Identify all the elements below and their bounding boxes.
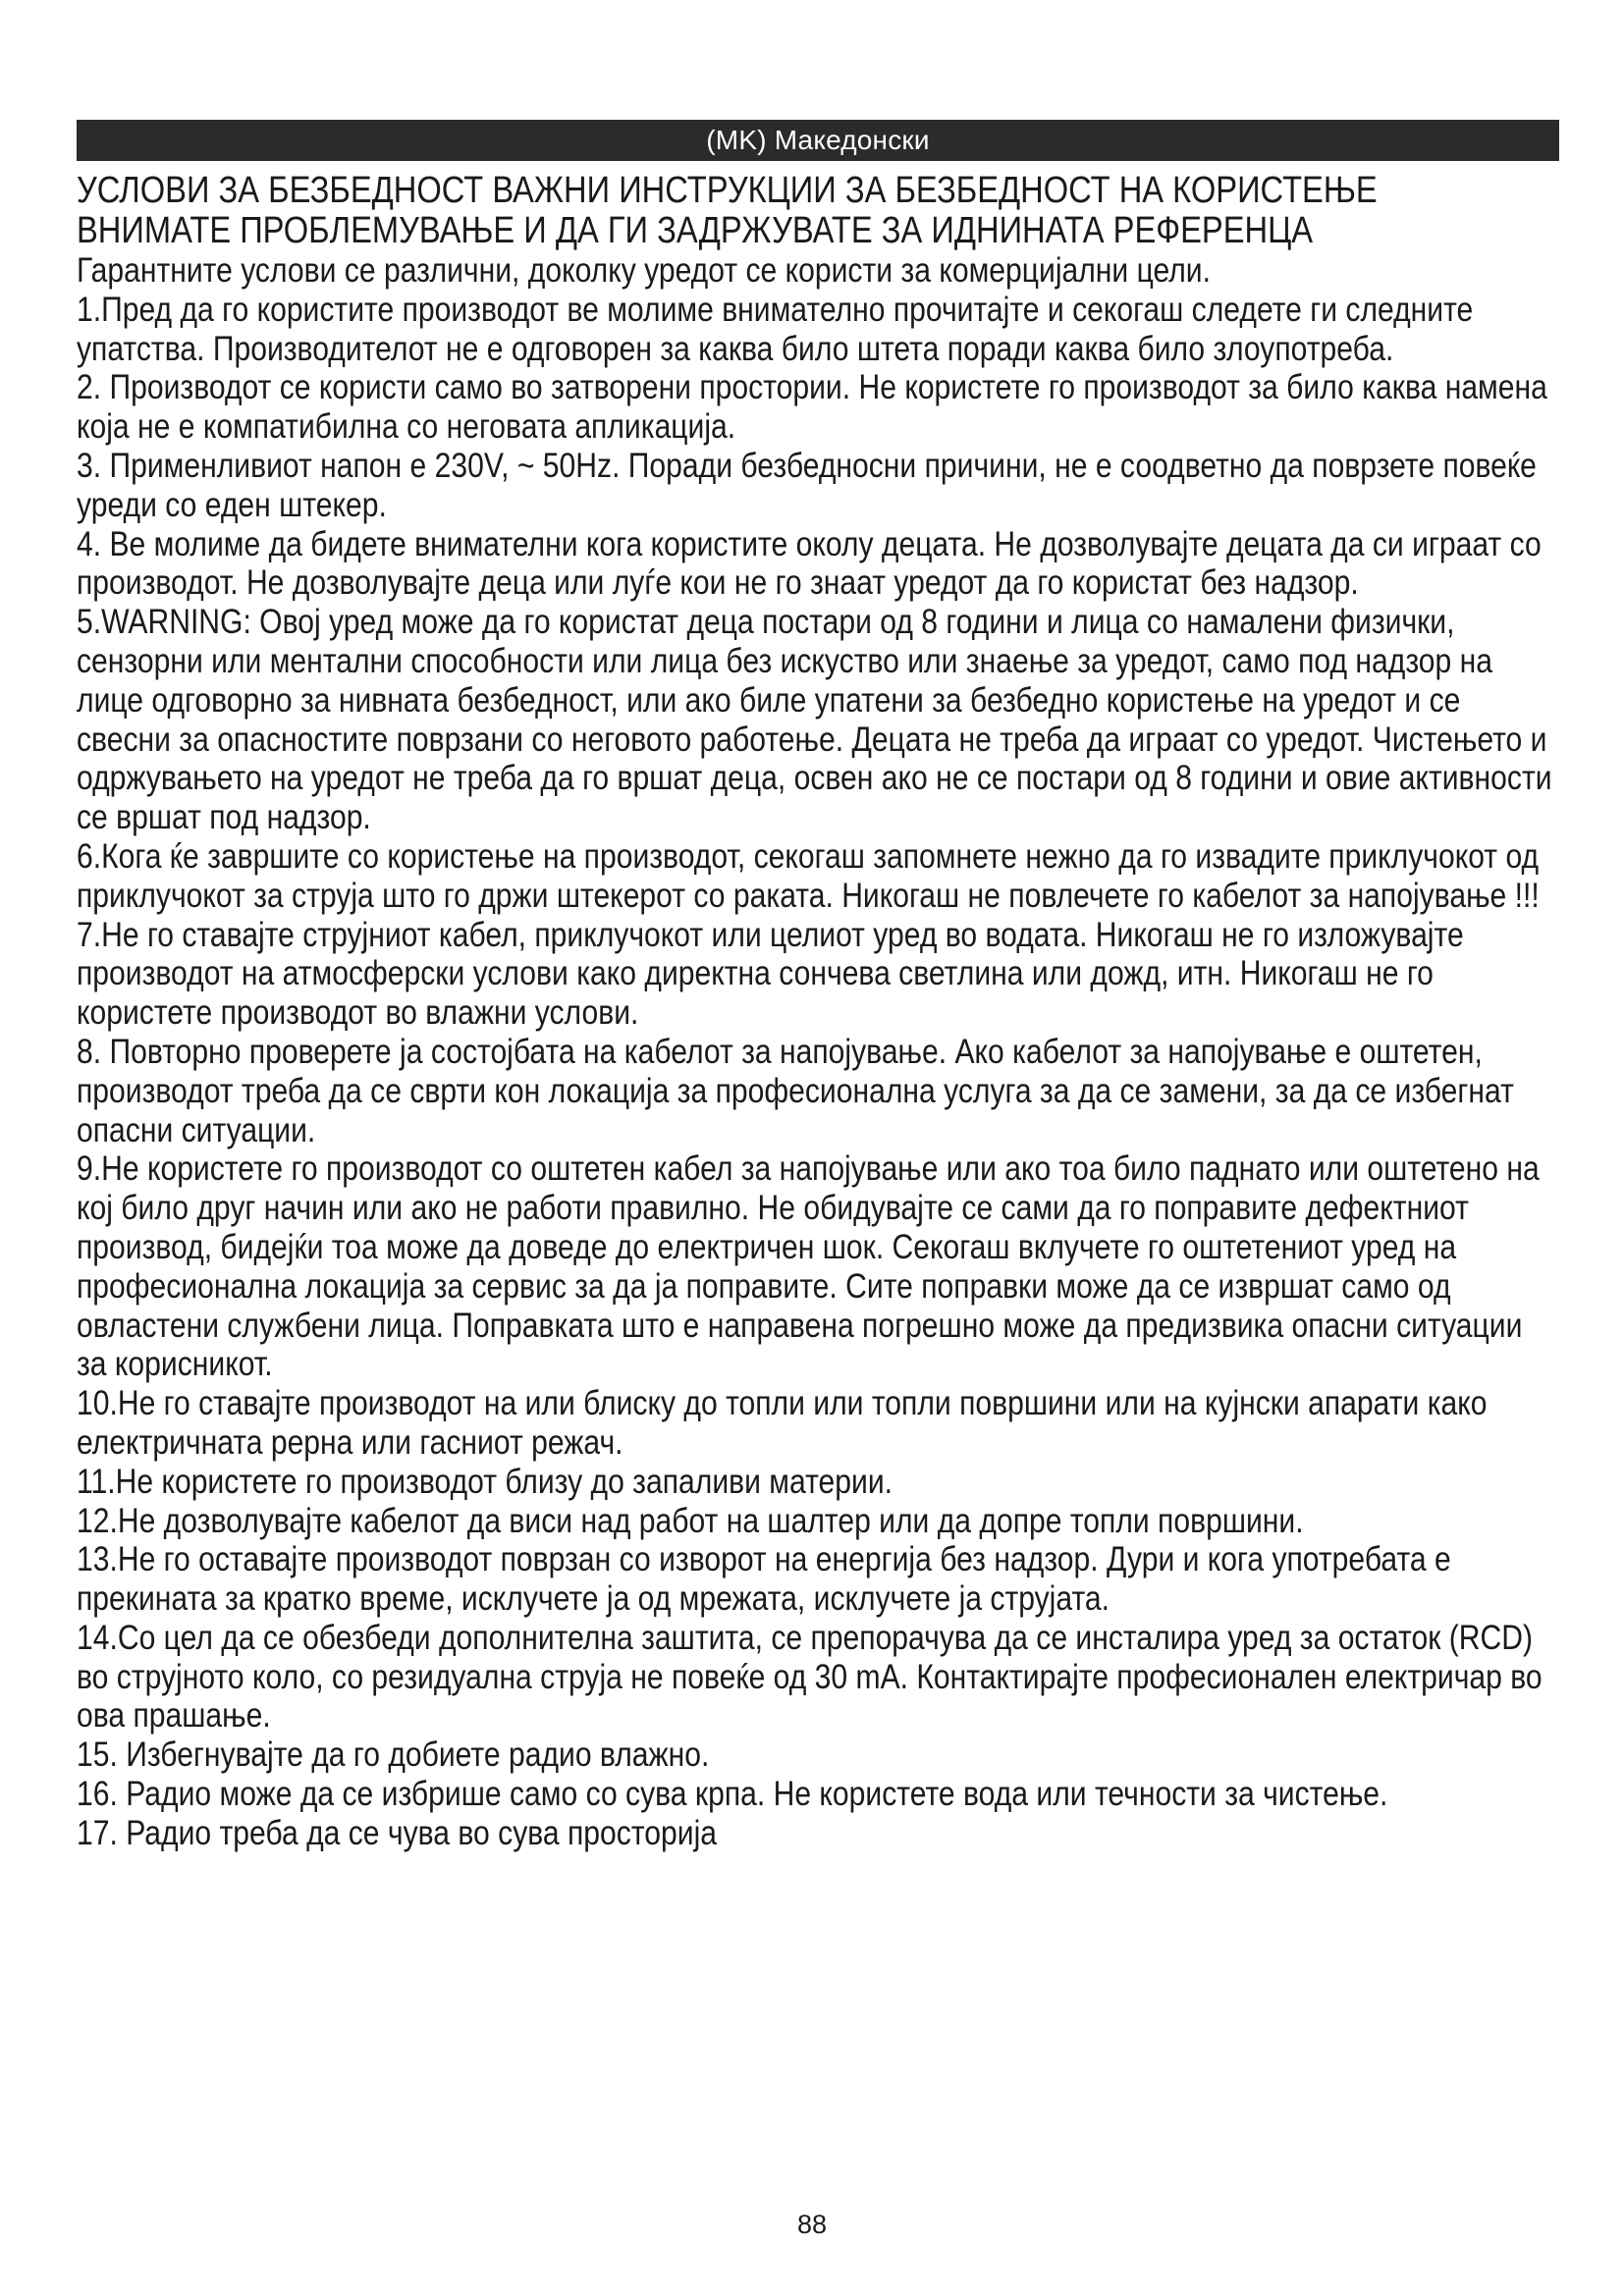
instruction-item-4: 4. Ве молиме да бидете внимателни кога користите околу децата. Не дозволувајте децата да си играат со производот. Не дозволувајте деца или луѓе кои не го знаат уредот да го користат без надзор.	[77, 524, 1542, 603]
instruction-item-6: 6.Кога ќе завршите со користење на производот, секогаш запомнете нежно да го извадите приклучокот од приклучокот за струја што го држи штекерот со раката. Никогаш не повлечете го кабелот за напојување !!!	[77, 836, 1540, 915]
safety-instructions	[77, 171, 1558, 1853]
page-number: 88	[796, 2210, 828, 2239]
language-label: (MK) Македонски	[706, 125, 930, 155]
instruction-item-9: 9.Не користете го производот со оштетен кабел за напојување или ако тоа било паднато или оштетено на кој било друг начин или ако не работи правилно. Не обидувајте се сами да го поправите дефектниот производ, бидејќи тоа може да доведе до електричен шок. Секогаш вклучете го оштетениот уред на професионална локација за сервис за да ја поправите. Сите поправки може да се извршат само од овластени службени лица. Поправката што е направена погрешно може да предизвика опасни ситуации за корисникот.	[77, 1149, 1540, 1384]
section-heading-line-1: УСЛОВИ ЗА БЕЗБЕДНОСТ ВАЖНИ ИНСТРУКЦИИ ЗА БЕЗБЕДНОСТ НА КОРИСТЕЊЕ	[77, 170, 1378, 211]
instruction-item-12: 12.Не дозволувајте кабелот да виси над работ на шалтер или да допре топли површини.	[77, 1501, 1304, 1540]
instruction-item-3: 3. Применливиот напон е 230V, ~ 50Hz. Поради безбедносни причини, не е соодветно да поврзете повеќе уреди со еден штекер.	[77, 446, 1537, 524]
section-heading-line-2: ВНИМАТЕ ПРОБЛЕМУВАЊЕ И ДА ГИ ЗАДРЖУВАТЕ ЗА ИДНИНАТА РЕФЕРЕНЦА	[77, 210, 1314, 251]
instruction-item-11: 11.Не користете го производот близу до запаливи материи.	[77, 1462, 893, 1501]
manual-page	[77, 120, 1559, 1853]
instruction-item-7: 7.Не го ставајте струјниот кабел, приклучокот или целиот уред во водата. Никогаш не го изложувајте производот на атмосферски услови како директна сончева светлина или дожд, итн. Никогаш не го користете производот во влажни услови.	[77, 915, 1464, 1033]
intro-paragraph: Гарантните услови се различни, доколку уредот се користи за комерцијални цели.	[77, 251, 1211, 290]
language-header-bar	[77, 120, 1559, 161]
instruction-item-17: 17. Радио треба да се чува во сува просторија	[77, 1813, 718, 1852]
instruction-item-8: 8. Повторно проверете ја состојбата на кабелот за напојување. Ако кабелот за напојување е оштетен, производот треба да се сврти кон локација за професионална услуга за да се замени, за да се избегнат опасни ситуации.	[77, 1032, 1514, 1149]
instruction-item-2: 2. Производот се користи само во затворени простории. Не користете го производот за било каква намена која не е компатибилна со неговата апликација.	[77, 368, 1547, 447]
instruction-item-16: 16. Радио може да се избрише само со сува крпа. Не користете вода или течности за чистење.	[77, 1775, 1388, 1814]
instruction-item-14: 14.Со цел да се обезбеди дополнителна заштита, се препорачува да се инсталира уред за остаток (RCD) во струјното коло, со резидуална струја не повеќе од 30 mA. Контактирајте професионален електричар во ова прашање.	[77, 1618, 1543, 1735]
instruction-item-13: 13.Не го оставајте производот поврзан со изворот на енергија без надзор. Дури и кога употребата е прекината за кратко време, исклучете ја од мрежата, исклучете ја струјата.	[77, 1540, 1451, 1619]
instruction-item-10: 10.Не го ставајте производот на или блиску до топли или топли површини или на кујнски апарати како електричната рерна или гасниот режач.	[77, 1384, 1488, 1462]
instruction-item-1: 1.Пред да го користите производот ве молиме внимателно прочитајте и секогаш следете ги следните упатства. Производителот не е одговорен за каква било штета поради каква било злоупотреба.	[77, 290, 1474, 368]
instruction-item-15: 15. Избегнувајте да го добиете радио влажно.	[77, 1735, 710, 1775]
instruction-item-5: 5.WARNING: Овој уред може да го користат деца постари од 8 години и лица со намалени физички, сензорни или ментални способности или лица без искуство или знаење за уредот, само под надзор на лице одговорно за нивната безбедност, или ако биле упатени за безбедно користење на уредот и се свесни за опасностите поврзани со неговото работење. Децата не треба да играат со уредот. Чистењето и одржувањето на уредот не треба да го вршат деца, освен ако не се постари од 8 години и овие активности се вршат под надзор.	[77, 603, 1552, 837]
